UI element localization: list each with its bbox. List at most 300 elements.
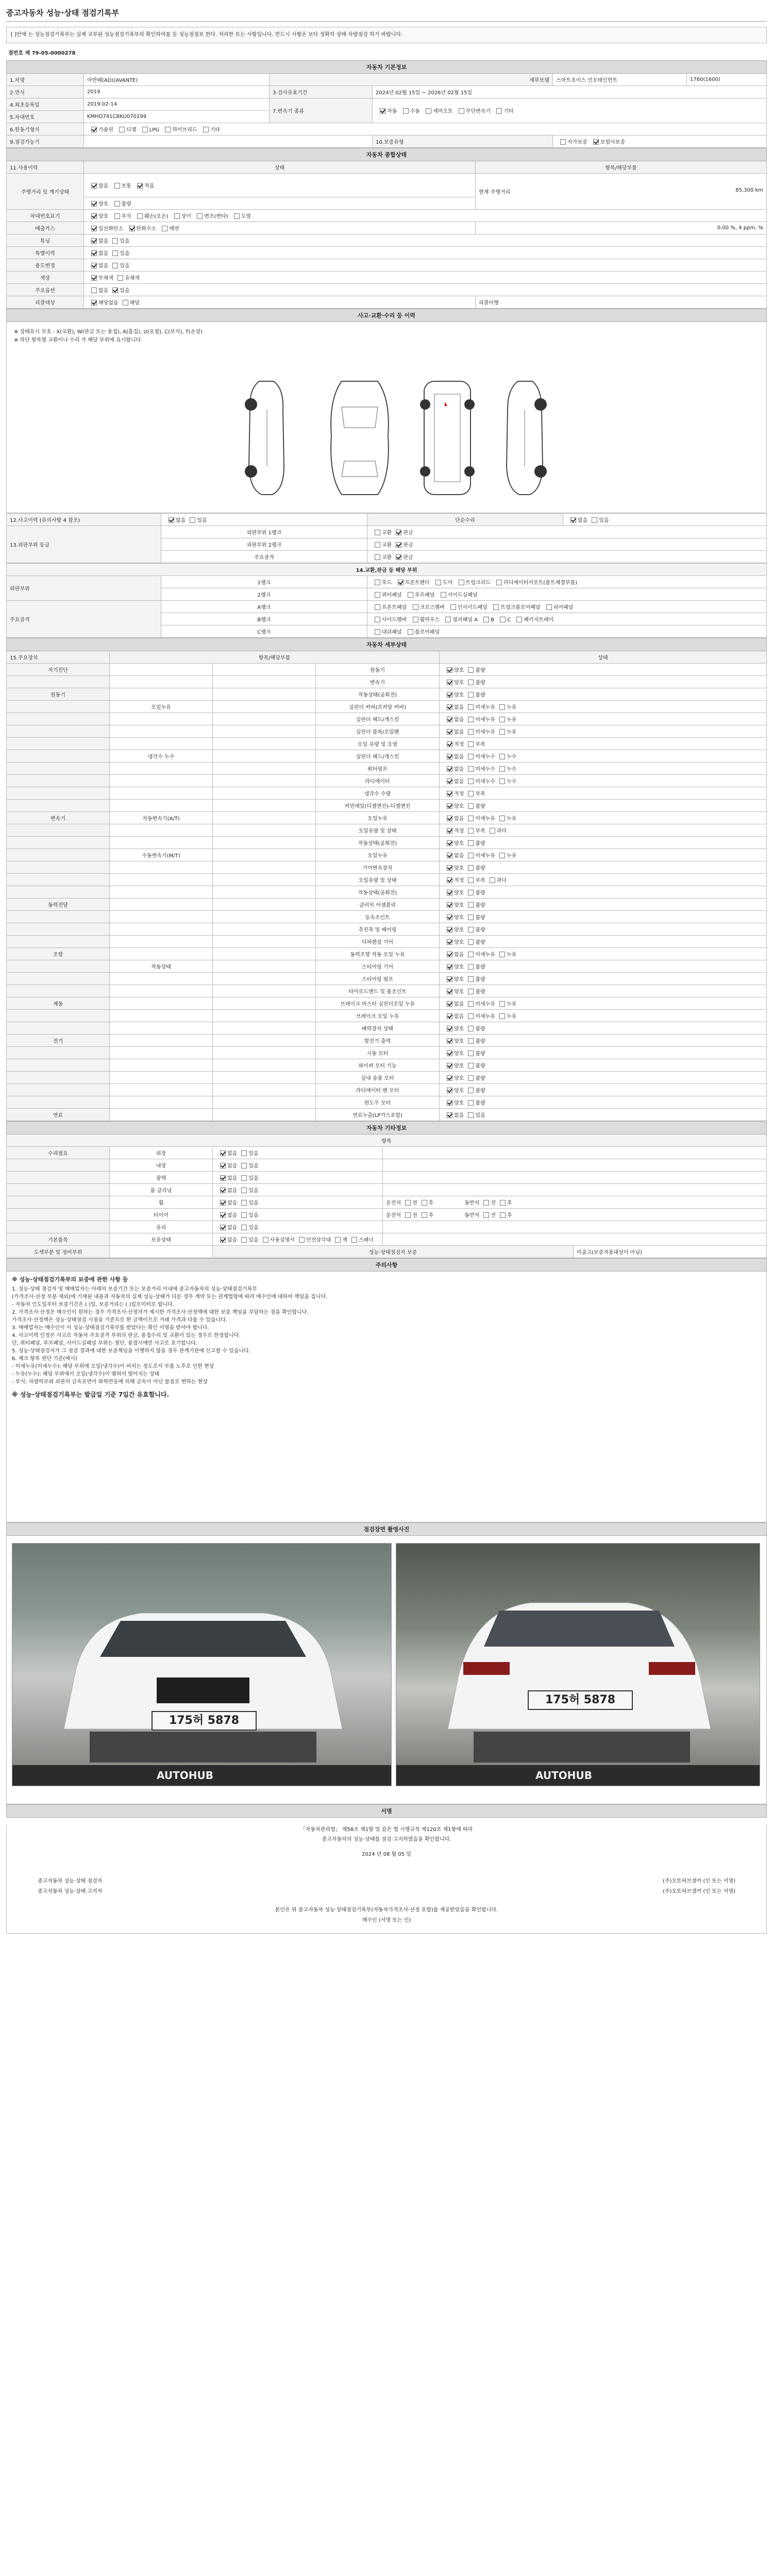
- checkbox[interactable]: [137, 183, 143, 189]
- front-license-plate: 175허 5878: [152, 1711, 257, 1731]
- checkbox[interactable]: [203, 127, 209, 132]
- warning-box: [6, 1272, 767, 1522]
- checkbox[interactable]: [241, 1225, 247, 1230]
- detail-subsubgroup: [213, 664, 316, 676]
- checkbox[interactable]: [468, 1100, 474, 1106]
- checkbox[interactable]: [447, 914, 452, 920]
- checkbox[interactable]: [422, 1200, 427, 1206]
- detail-group: [7, 1059, 110, 1072]
- checkbox[interactable]: [499, 952, 505, 957]
- detail-item: 발전기 출력: [316, 1035, 440, 1047]
- option-label: 있음: [248, 1200, 259, 1206]
- other-group: [7, 1172, 110, 1184]
- warning-line: 4. 사고이력 인정은 사고로 자동차 주요골격 부위의 판금, 용접수리 및 교환이 있는 경우로 한정합니다.: [12, 1333, 241, 1338]
- checkbox[interactable]: [468, 989, 474, 994]
- checkbox[interactable]: [593, 139, 599, 145]
- other-extra: [383, 1184, 767, 1196]
- detail-row: [7, 960, 767, 973]
- checkbox[interactable]: [129, 226, 135, 231]
- checkbox[interactable]: [468, 704, 474, 710]
- checkbox[interactable]: [375, 542, 380, 548]
- checkbox[interactable]: [375, 580, 380, 585]
- option-label: 양호: [454, 1039, 464, 1044]
- checkbox[interactable]: [241, 1212, 247, 1218]
- checkbox[interactable]: [447, 927, 452, 933]
- detail-subsubgroup: [213, 1096, 316, 1109]
- option-label: 과다: [496, 878, 507, 884]
- buyer-signature[interactable]: 매수인 (서명 또는 인): [362, 1918, 411, 1923]
- checkbox[interactable]: [447, 1013, 452, 1019]
- checkbox[interactable]: [499, 717, 505, 722]
- option-label: 양호: [454, 927, 464, 933]
- checkbox[interactable]: [241, 1237, 247, 1243]
- checkbox[interactable]: [468, 1026, 474, 1031]
- checkbox[interactable]: [447, 939, 452, 945]
- checkbox[interactable]: [91, 201, 97, 207]
- checkbox[interactable]: [447, 840, 452, 846]
- detail-item: 실린더 커버(로커암 커버): [316, 701, 440, 713]
- checkbox[interactable]: [468, 717, 474, 722]
- seller-signature[interactable]: (주)오토허브셀카 (인 또는 서명): [662, 1889, 735, 1894]
- checkbox[interactable]: [459, 580, 464, 585]
- inspector-signature[interactable]: (주)오토허브셀카 (인 또는 서명): [662, 1878, 735, 1884]
- other-state: [213, 1172, 383, 1184]
- checkbox[interactable]: [499, 766, 505, 772]
- option-label: 있음: [248, 1213, 259, 1218]
- checkbox[interactable]: [500, 1200, 506, 1206]
- checkbox[interactable]: [447, 952, 452, 957]
- checkbox[interactable]: [499, 729, 505, 735]
- checkbox[interactable]: [447, 902, 452, 908]
- checkbox[interactable]: [468, 1038, 474, 1044]
- checkbox[interactable]: [117, 275, 123, 281]
- checkbox[interactable]: [169, 517, 174, 523]
- checkbox[interactable]: [91, 275, 97, 281]
- checkbox[interactable]: [220, 1188, 226, 1193]
- checkbox[interactable]: [91, 250, 97, 256]
- checkbox[interactable]: [447, 1050, 452, 1056]
- section-sign-title: 서명: [7, 1805, 767, 1818]
- option-label: 없음: [227, 1151, 238, 1157]
- checkbox[interactable]: [447, 1063, 452, 1069]
- shop-sign-rear: AUTOHUB: [535, 1769, 592, 1782]
- option-label: 양호: [454, 890, 464, 896]
- checkbox[interactable]: [468, 828, 474, 834]
- checkbox[interactable]: [91, 263, 97, 268]
- detail-group: [7, 738, 110, 750]
- checkbox[interactable]: [516, 617, 522, 622]
- checkbox[interactable]: [396, 554, 401, 560]
- checkbox[interactable]: [447, 741, 452, 747]
- checkbox[interactable]: [241, 1200, 247, 1206]
- detail-subgroup: [110, 973, 213, 985]
- checkbox[interactable]: [241, 1163, 247, 1168]
- checkbox[interactable]: [403, 108, 409, 114]
- option-label: 불량: [475, 804, 485, 809]
- checkbox[interactable]: [468, 729, 474, 735]
- checkbox[interactable]: [468, 791, 474, 796]
- checkbox[interactable]: [335, 1237, 341, 1243]
- mileage-value: 85,300 km: [735, 188, 763, 193]
- option-label: 누수: [506, 754, 517, 760]
- checkbox[interactable]: [91, 226, 97, 231]
- checkbox[interactable]: [190, 517, 195, 523]
- accident-label: 단순수리: [367, 514, 563, 526]
- checkbox[interactable]: [468, 964, 474, 970]
- warning-line: 단, 쿼터패널, 루프패널, 사이드실패널 부위는 절단, 용접시에만 사고로 표기합니다.: [12, 1341, 198, 1346]
- other-extra: [383, 1159, 767, 1172]
- detail-group: [7, 701, 110, 713]
- checkbox[interactable]: [447, 803, 452, 809]
- checkbox[interactable]: [447, 964, 452, 970]
- warning-line: 5. 성능·상태점검자가 그 점검 결과에 대한 보증책임을 이행하지 않을 경우 관계기관에 신고할 수 있습니다.: [12, 1348, 250, 1354]
- checkbox[interactable]: [468, 1013, 474, 1019]
- checkbox[interactable]: [468, 1075, 474, 1081]
- checkbox[interactable]: [447, 865, 452, 871]
- checkbox[interactable]: [483, 1200, 489, 1206]
- option-label: 양호: [454, 804, 464, 809]
- checkbox[interactable]: [165, 127, 171, 132]
- option-label: 불량: [475, 977, 485, 982]
- checkbox[interactable]: [447, 754, 452, 759]
- signature-panel: [6, 1825, 767, 1934]
- checkbox[interactable]: [450, 604, 456, 610]
- checkbox[interactable]: [413, 604, 418, 610]
- other-extra: [383, 1221, 767, 1233]
- checkbox[interactable]: [351, 1237, 357, 1243]
- checkbox[interactable]: [91, 287, 97, 293]
- checkbox[interactable]: [447, 1038, 452, 1044]
- panel-group: 외판부위: [7, 576, 161, 601]
- checkbox[interactable]: [499, 1013, 505, 1019]
- checkbox[interactable]: [197, 213, 203, 219]
- option-label: 누유: [506, 1014, 517, 1020]
- checkbox[interactable]: [468, 1088, 474, 1093]
- option-label: 불량: [475, 989, 485, 995]
- checkbox[interactable]: [468, 840, 474, 846]
- checkbox[interactable]: [91, 213, 97, 219]
- checkbox[interactable]: [447, 1075, 452, 1081]
- checkbox[interactable]: [468, 1001, 474, 1007]
- checkbox[interactable]: [499, 853, 505, 858]
- extra-label: 전: [491, 1213, 496, 1218]
- checkbox[interactable]: [413, 617, 418, 622]
- detail-state: [440, 837, 767, 849]
- checkbox[interactable]: [447, 828, 452, 834]
- detail-row: [7, 750, 767, 762]
- checkbox[interactable]: [499, 754, 505, 759]
- checkbox[interactable]: [112, 250, 118, 256]
- detail-state: [440, 923, 767, 936]
- panel-rank: 2랭크: [161, 588, 367, 601]
- warning-line: - 누유(누수): 해당 부위에서 오일(냉각수)이 맺혀서 떨어지는 상태: [12, 1371, 160, 1377]
- checkbox[interactable]: [499, 778, 505, 784]
- checkbox[interactable]: [114, 183, 120, 189]
- checkbox[interactable]: [447, 766, 452, 772]
- checkbox[interactable]: [499, 704, 505, 710]
- checkbox[interactable]: [468, 1112, 474, 1118]
- checkbox[interactable]: [91, 300, 97, 306]
- checkbox[interactable]: [468, 853, 474, 858]
- panel-rank: B랭크: [161, 613, 367, 625]
- checkbox[interactable]: [468, 939, 474, 945]
- car-diagram-panel: [6, 322, 767, 513]
- section-overall-title: 자동차 종합상태: [7, 148, 767, 161]
- checkbox[interactable]: [220, 1163, 226, 1168]
- checkbox[interactable]: [468, 865, 474, 871]
- detail-state: [440, 899, 767, 911]
- checkbox[interactable]: [459, 108, 464, 114]
- checkbox[interactable]: [468, 803, 474, 809]
- detail-item: 작동상태(공회전): [316, 837, 440, 849]
- checkbox[interactable]: [447, 729, 452, 735]
- checkbox[interactable]: [112, 287, 118, 293]
- detail-subsubgroup: [213, 997, 316, 1010]
- checkbox[interactable]: [396, 530, 401, 535]
- option-label: 불량: [475, 1039, 485, 1044]
- option-label: 없음: [227, 1188, 238, 1194]
- option-label: 누유: [506, 717, 517, 723]
- option-label: 미세누유: [475, 705, 495, 710]
- checkbox[interactable]: [570, 517, 576, 523]
- warning-title: ※ 성능·상태점검기록부의 보증에 관한 사항 등: [12, 1276, 128, 1283]
- checkbox[interactable]: [91, 238, 97, 244]
- checkbox[interactable]: [447, 890, 452, 895]
- checkbox[interactable]: [499, 1001, 505, 1007]
- section-other-title: 자동차 기타정보: [7, 1122, 767, 1134]
- checkbox[interactable]: [137, 213, 143, 219]
- checkbox[interactable]: [468, 816, 474, 821]
- checkbox[interactable]: [375, 530, 380, 535]
- checkbox[interactable]: [405, 1212, 411, 1218]
- detail-item: 타이로드엔드 및 볼조인트: [316, 985, 440, 997]
- checkbox[interactable]: [468, 952, 474, 957]
- checkbox[interactable]: [483, 617, 489, 622]
- checkbox[interactable]: [234, 213, 240, 219]
- detail-subgroup: [110, 824, 213, 837]
- option-label: 미세누수: [475, 754, 495, 760]
- detail-item: 브레이크 마스터 실린더오일 누유: [316, 997, 440, 1010]
- checkbox[interactable]: [114, 201, 120, 207]
- checkbox[interactable]: [91, 127, 97, 132]
- checkbox[interactable]: [546, 604, 552, 610]
- option-label: 누유: [506, 853, 517, 859]
- detail-group: [7, 861, 110, 874]
- checkbox[interactable]: [493, 604, 499, 610]
- checkbox[interactable]: [398, 580, 404, 585]
- detail-row: [7, 1059, 767, 1072]
- checkbox[interactable]: [592, 517, 597, 523]
- car-front-image: [12, 1544, 391, 1786]
- checkbox[interactable]: [500, 1212, 506, 1218]
- checkbox[interactable]: [447, 816, 452, 821]
- checkbox[interactable]: [426, 108, 431, 114]
- checkbox[interactable]: [468, 927, 474, 933]
- checkbox[interactable]: [468, 902, 474, 908]
- detail-subgroup: [110, 874, 213, 886]
- detail-row: [7, 849, 767, 861]
- option-label: 불량: [475, 1051, 485, 1057]
- checkbox[interactable]: [468, 766, 474, 772]
- other-item: 유리: [110, 1221, 213, 1233]
- overall-header: 상태: [84, 161, 476, 174]
- checkbox[interactable]: [435, 580, 441, 585]
- checkbox[interactable]: [468, 877, 474, 883]
- checkbox[interactable]: [441, 592, 446, 598]
- detail-subsubgroup: [213, 824, 316, 837]
- detail-row: [7, 936, 767, 948]
- detail-item: 스티어링 펌프: [316, 973, 440, 985]
- checkbox[interactable]: [91, 183, 97, 189]
- checkbox[interactable]: [496, 108, 502, 114]
- car-right-side-icon: [501, 379, 548, 497]
- detail-state: [440, 688, 767, 701]
- checkbox[interactable]: [123, 300, 128, 306]
- checkbox[interactable]: [380, 108, 385, 114]
- detail-state: [440, 1047, 767, 1059]
- checkbox[interactable]: [220, 1212, 226, 1218]
- checkbox[interactable]: [447, 989, 452, 994]
- checkbox[interactable]: [468, 1063, 474, 1069]
- checkbox[interactable]: [490, 877, 495, 883]
- checkbox[interactable]: [408, 629, 413, 635]
- notice-box: [ ]안에 는 성능점검기록부는 실제 교부된 성능점검기록부의 확인하여를 둔 성능점점보 한다. 처리한 또는 사항입니다. 반드시 사항은 보다 정확히 상태 차량점검 하기 바랍니다.: [6, 27, 767, 43]
- detail-item: 윈도우 모터: [316, 1096, 440, 1109]
- checkbox[interactable]: [447, 976, 452, 982]
- checkbox[interactable]: [483, 1212, 489, 1218]
- checkbox[interactable]: [447, 853, 452, 858]
- checkbox[interactable]: [447, 1088, 452, 1093]
- detail-item: 실린더 헤드/개스킷: [316, 713, 440, 725]
- checkbox[interactable]: [220, 1237, 226, 1243]
- checkbox[interactable]: [112, 238, 118, 244]
- checkbox[interactable]: [447, 704, 452, 710]
- checkbox[interactable]: [468, 914, 474, 920]
- checkbox[interactable]: [447, 877, 452, 883]
- other-item: 광택: [110, 1172, 213, 1184]
- checkbox[interactable]: [299, 1237, 305, 1243]
- checkbox[interactable]: [422, 1212, 427, 1218]
- detail-subsubgroup: [213, 886, 316, 899]
- checkbox[interactable]: [447, 692, 452, 698]
- checkbox[interactable]: [174, 213, 180, 219]
- checkbox[interactable]: [447, 1001, 452, 1007]
- detail-item: 연료누출(LP가스포함): [316, 1109, 440, 1121]
- checkbox[interactable]: [560, 139, 566, 145]
- checkbox[interactable]: [447, 791, 452, 796]
- option-label: 불량: [475, 1100, 485, 1106]
- detail-subsubgroup: [213, 973, 316, 985]
- option-label: 양호: [454, 1100, 464, 1106]
- checkbox[interactable]: [468, 741, 474, 747]
- detail-subgroup: [110, 837, 213, 849]
- detail-subgroup: 작동상태: [110, 960, 213, 973]
- checkbox[interactable]: [405, 1200, 411, 1206]
- checkbox[interactable]: [241, 1175, 247, 1181]
- checkbox[interactable]: [447, 667, 452, 673]
- checkbox[interactable]: [142, 127, 148, 132]
- detail-group: [7, 985, 110, 997]
- checkbox[interactable]: [447, 717, 452, 722]
- option-label: 미세누유: [475, 1014, 495, 1020]
- car-top-exterior-icon: [326, 379, 393, 497]
- checkbox[interactable]: [220, 1175, 226, 1181]
- checkbox[interactable]: [241, 1188, 247, 1193]
- checkbox[interactable]: [445, 617, 451, 622]
- detail-subsubgroup: [213, 676, 316, 688]
- document-title: 중고자동차 성능·상태 점검기록부: [6, 5, 767, 22]
- other-state: [213, 1196, 383, 1209]
- detail-group: 조향: [7, 948, 110, 960]
- checkbox[interactable]: [500, 617, 506, 622]
- checkbox[interactable]: [499, 816, 505, 821]
- checkbox[interactable]: [375, 629, 380, 635]
- detail-item: 실내 송풍 모터: [316, 1072, 440, 1084]
- checkbox[interactable]: [496, 580, 502, 585]
- basic-label: 4.최초등록일: [7, 98, 84, 111]
- option-label: 없음: [227, 1176, 238, 1181]
- checkbox[interactable]: [375, 617, 380, 622]
- basic-info-table: [6, 60, 767, 148]
- option-label: 적정: [454, 878, 464, 884]
- checkbox[interactable]: [408, 592, 413, 598]
- diagram-legend: ※ 상태표시 부호 : X(교환), W(판금 또는 용접), A(흠집), U(요철), C(부식), T(손상) ※ 하단 항목별 교환이나 수리 가 해당 부위에 표시합니다.: [14, 329, 203, 343]
- checkbox[interactable]: [162, 226, 167, 231]
- accident-sub-label: 외판부위 2랭크: [161, 538, 367, 551]
- warning-line: - 미세누유(미세누수): 해당 부위에 오일(냉각수)이 비치는 정도로서 부품 노후로 인한 현상: [12, 1364, 214, 1369]
- checkbox[interactable]: [375, 592, 380, 598]
- checkbox[interactable]: [263, 1237, 268, 1243]
- checkbox[interactable]: [468, 890, 474, 895]
- checkbox[interactable]: [447, 1100, 452, 1106]
- basic-value: 아반떼(AD)(AVANTE): [84, 74, 270, 86]
- checkbox[interactable]: [468, 976, 474, 982]
- checkbox[interactable]: [241, 1150, 247, 1156]
- option-label: 누유: [506, 730, 517, 735]
- checkbox[interactable]: [468, 754, 474, 759]
- checkbox[interactable]: [375, 604, 380, 610]
- checkbox[interactable]: [468, 667, 474, 673]
- checkbox[interactable]: [220, 1150, 226, 1156]
- checkbox[interactable]: [119, 127, 125, 132]
- rear-license-plate: 175허 5878: [528, 1690, 633, 1710]
- option-label: 양호: [454, 692, 464, 698]
- checkbox[interactable]: [220, 1225, 226, 1230]
- detail-group: [7, 973, 110, 985]
- checkbox[interactable]: [447, 1026, 452, 1031]
- checkbox[interactable]: [468, 680, 474, 685]
- checkbox[interactable]: [490, 828, 495, 834]
- detail-row: [7, 997, 767, 1010]
- checkbox[interactable]: [112, 263, 118, 268]
- checkbox[interactable]: [114, 213, 120, 219]
- detail-item: 추진축 및 베어링: [316, 923, 440, 936]
- checkbox[interactable]: [447, 1112, 452, 1118]
- checkbox[interactable]: [468, 692, 474, 698]
- checkbox[interactable]: [447, 680, 452, 685]
- checkbox[interactable]: [447, 778, 452, 784]
- seller-label: 중고자동차 성능·상태 고지자: [38, 1889, 103, 1894]
- checkbox[interactable]: [468, 778, 474, 784]
- checkbox[interactable]: [468, 1050, 474, 1056]
- option-label: 없음: [454, 767, 464, 772]
- detail-row: [7, 1035, 767, 1047]
- checkbox[interactable]: [220, 1200, 226, 1206]
- checkbox[interactable]: [396, 542, 401, 548]
- option-label: 누유: [506, 816, 517, 822]
- option-label: 안전삼각대: [306, 1238, 331, 1243]
- checkbox[interactable]: [375, 554, 380, 560]
